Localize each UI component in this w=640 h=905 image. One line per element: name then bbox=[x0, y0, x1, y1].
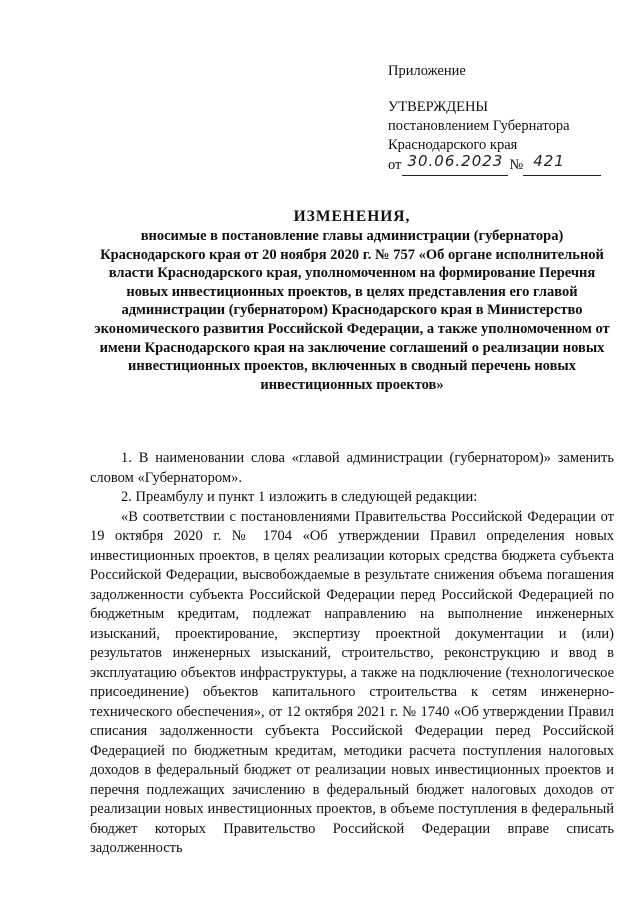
appendix-label: Приложение bbox=[388, 63, 466, 79]
document-body bbox=[90, 449, 614, 859]
decree-line-1: постановлением Губернатора bbox=[388, 118, 570, 134]
document-title-block bbox=[90, 207, 614, 394]
approval-block bbox=[388, 62, 618, 176]
date-number-line bbox=[388, 152, 618, 176]
number-field bbox=[523, 152, 601, 176]
paragraph-1: 1. В наименовании слова «главой администрации (губернатором)» заменить словом «Губернатором». bbox=[90, 450, 614, 486]
decree-line-2: Краснодарского края bbox=[388, 137, 518, 153]
paragraph-2: 2. Преамбулу и пункт 1 изложить в следующей редакции: bbox=[121, 489, 478, 505]
date-prefix: от bbox=[388, 157, 402, 173]
paragraph-3: «В соответствии с постановлениями Правительства Российской Федерации от 19 октября 2020 г. № 1704 «Об утверждении Правил определения новых инвестиционных проектов, в целях реализации которых средства бюджета субъекта Российской Федерации, высвобождаемые в результате снижения объема погашения задолженности субъекта Российской Федерации перед Российской Федерацией по бюджетным кредитам, подлежат направлению на выполнение инженерных изысканий, проектирование, экспертизу проектной документации и (или) результатов инженерных изысканий, строительство, реконструкцию и ввод в эксплуатацию объектов инфраструктуры, а также на подключение (технологическое присоединение) объектов капитального строительства к сетям инженерно-технического обеспечения», от 12 октября 2021 г. № 1740 «Об утверждении Правил списания задолженности субъекта Российской Федерации перед Российской Федерацией по бюджетным кредитам, методики расчета поступления налоговых доходов в федеральный бюджет от реализации новых инвестиционных проектов и перечня подлежащих зачислению в федеральный бюджет налоговых доходов от реализации новых инвестиционных проектов, в объеме поступления в федеральный бюджет которых Правительство Российской Федерации вправе списать задолженность bbox=[90, 508, 614, 856]
number-prefix: № bbox=[509, 157, 524, 173]
document-subtitle: вносимые в постановление главы администрации (губернатора) Краснодарского края от 20 ноября 2020 г. № 757 «Об органе исполнительной власти Краснодарского края, уполномоченном на формирование Перечня новых инвестиционных проектов, в целях представления его главой администрации (губернатором) Краснодарского края в Министерство экономического развития Российской Федерации, а также уполномоченном от имени Краснодарского края на заключение соглашений о реализации новых инвестиционных проектов, включенных в сводный перечень новых инвестиционных проектов» bbox=[94, 228, 610, 393]
document-heading: ИЗМЕНЕНИЯ, bbox=[293, 208, 411, 225]
handwritten-date: 30.06.2023 bbox=[407, 152, 504, 170]
spacer bbox=[388, 81, 618, 98]
date-field bbox=[402, 152, 508, 176]
handwritten-number: 421 bbox=[533, 152, 565, 170]
approved-label: УТВЕРЖДЕНЫ bbox=[388, 99, 489, 115]
